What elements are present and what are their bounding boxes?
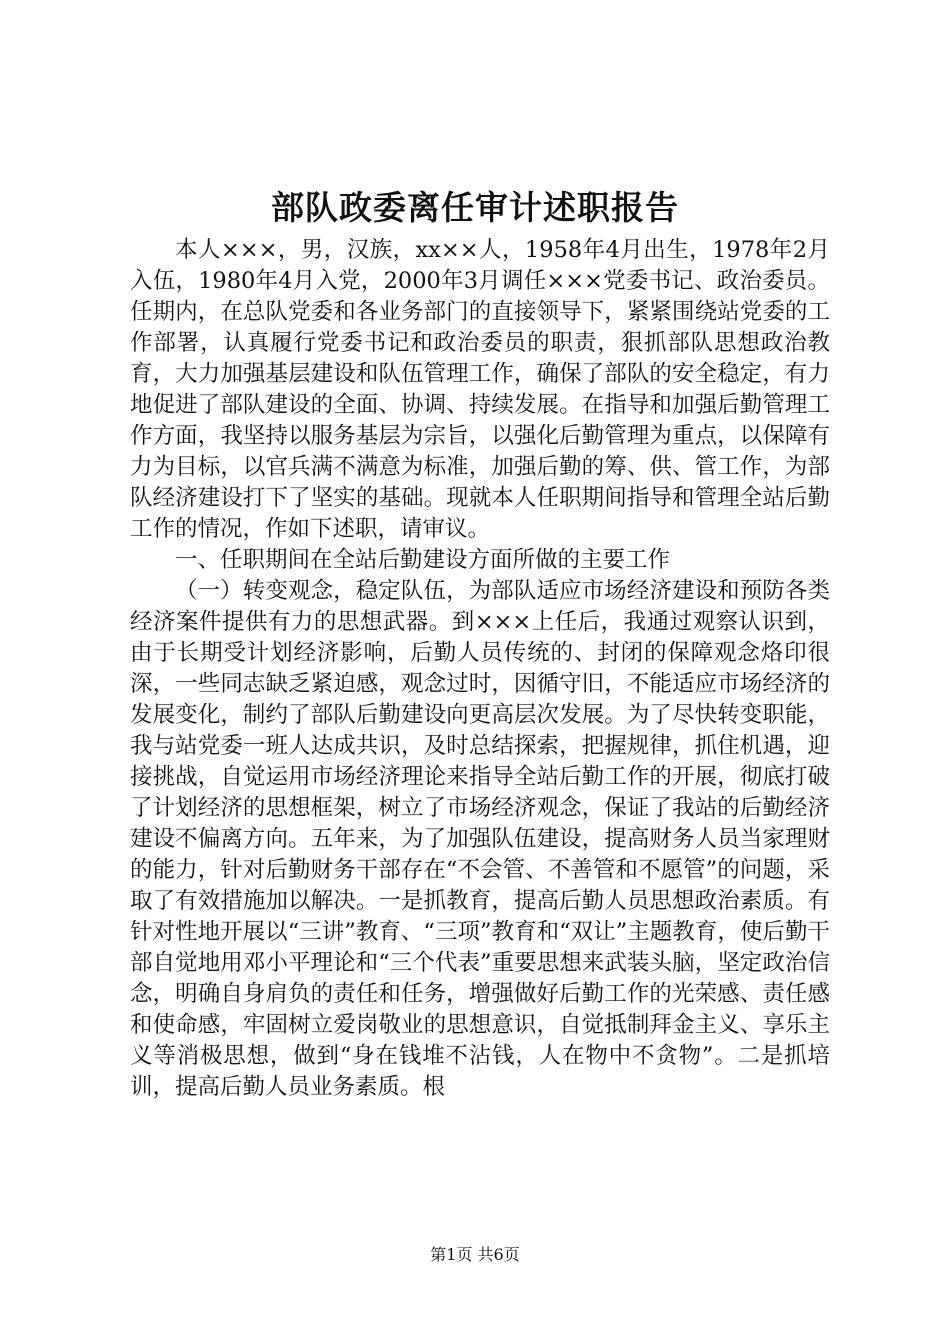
paragraph-section-1-1: （一）转变观念，稳定队伍，为部队适应市场经济建设和预防各类经济案件提供有力的思想武器。到×××上任后，我通过观察认识到，由于长期受计划经济影响，后勤人员传统的、封闭的保障观念烙印很深，一些同志缺乏紧迫感，观念过时，因循守旧，不能适应市场经济的发展变化，制约了部队后勤建设向更高层次发展。为了尽快转变职能，我与站党委一班人达成共识，及时总结探索，把握规律，抓住机遇，迎接挑战，自觉运用市场经济理论来指导全站后勤工作的开展，彻底打破了计划经济的思想框架，树立了市场经济观念，保证了我站的后勤经济建设不偏离方向。五年来，为了加强队伍建设，提高财务人员当家理财的能力，针对后勤财务干部存在“不会管、不善管和不愿管”的问题，采取了有效措施加以解决。一是抓教育，提高后勤人员思想政治素质。有针对性地开展以“三讲”教育、“三项”教育和“双让”主题教育，使后勤干部自觉地用邓小平理论和“三个代表”重要思想来武装头脑，坚定政治信念，明确自身肩负的责任和任务，增强做好后勤工作的光荣感、责任感和使命感，牢固树立爱岗敬业的思想意识，自觉抵制拜金主义、享乐主义等消极思想，做到“身在钱堆不沾钱，人在物中不贪物”。二是抓培训，提高后勤人员业务素质。根 bbox=[130, 578, 830, 1100]
paragraph-intro: 本人×××，男，汉族，xx××人，1958年4月出生，1978年2月入伍，1980年4月入党，2000年3月调任×××党委书记、政治委员。任期内，在总队党委和各业务部门的直接领导下，紧紧围绕站党委的工作部署，认真履行党委书记和政治委员的职责，狠抓部队思想政治教育，大力加强基层建设和队伍管理工作，确保了部队的安全稳定，有力地促进了部队建设的全面、协调、持续发展。在指导和加强后勤管理工作方面，我坚持以服务基层为宗旨，以强化后勤管理为重点，以保障有力为目标，以官兵满不满意为标准，加强后勤的筹、供、管工作，为部队经济建设打下了坚实的基础。现就本人任职期间指导和管理全站后勤工作的情况，作如下述职，请审议。 bbox=[130, 237, 830, 542]
document-title: 部队政委离任审计述职报告 bbox=[271, 188, 679, 227]
page-number-footer: 第1页 共6页 bbox=[430, 1245, 520, 1264]
document-body bbox=[130, 235, 830, 1103]
section-heading-1: 一、任职期间在全站后勤建设方面所做的主要工作 bbox=[175, 547, 671, 573]
